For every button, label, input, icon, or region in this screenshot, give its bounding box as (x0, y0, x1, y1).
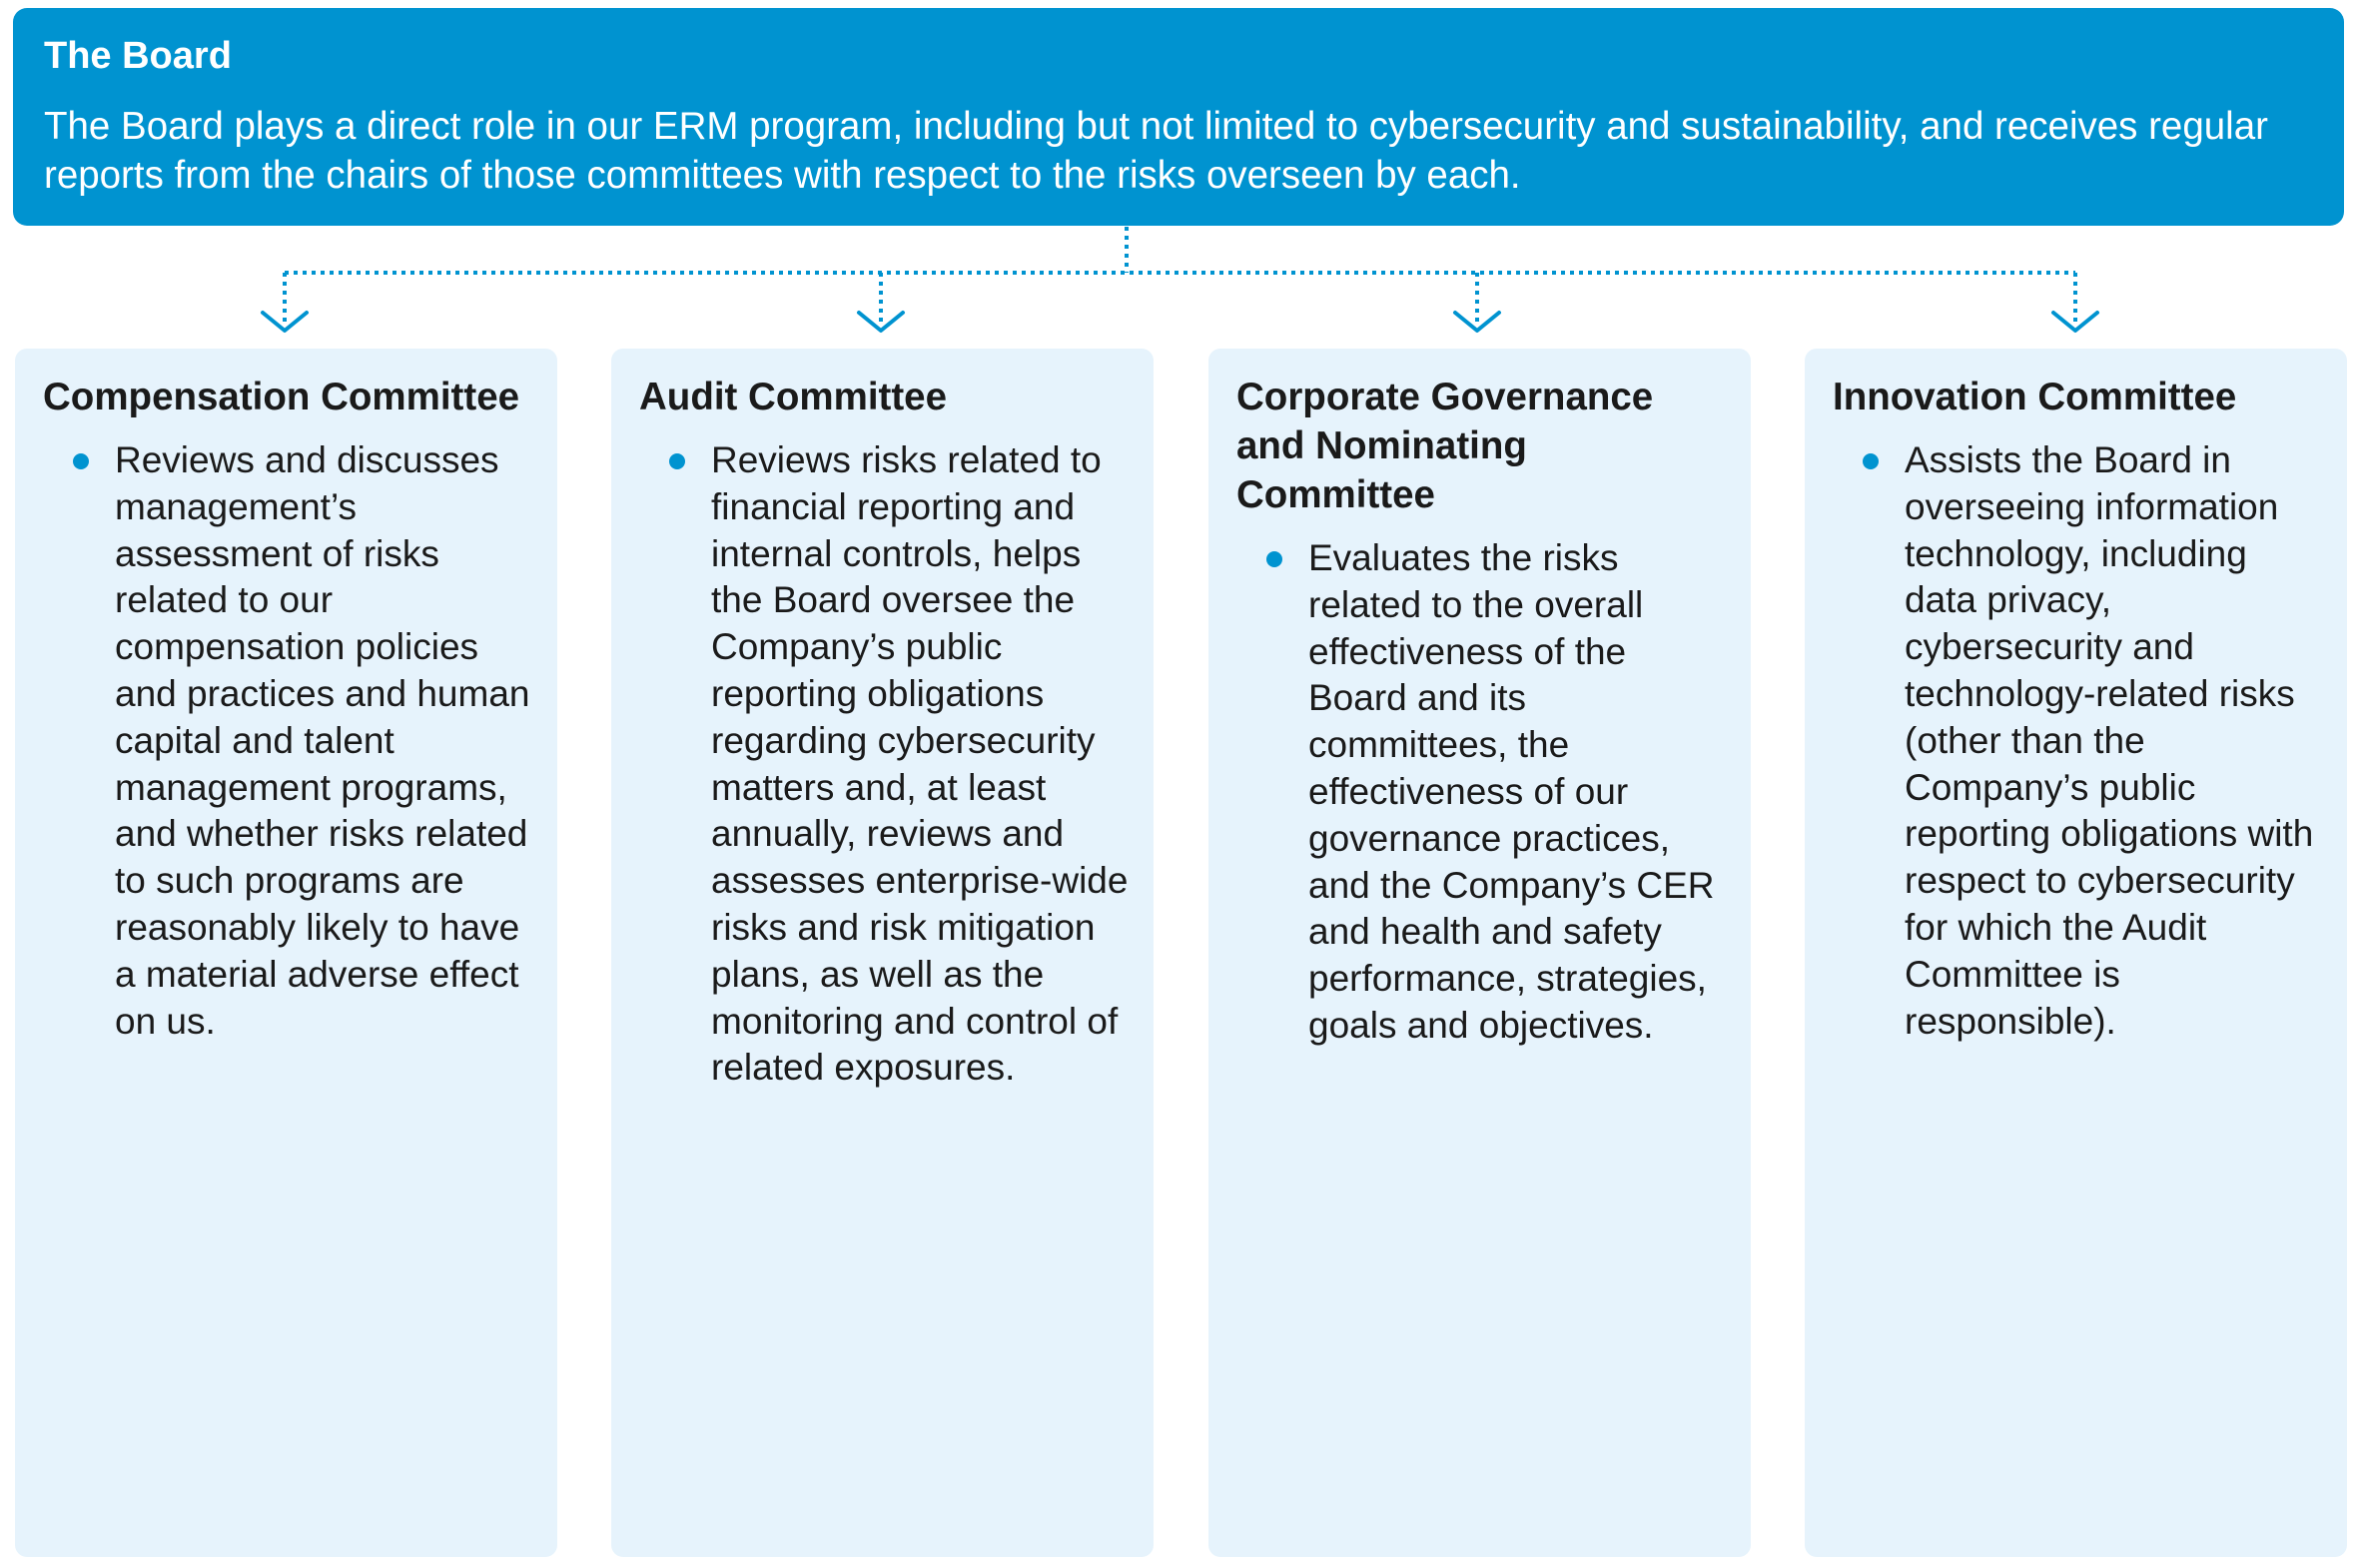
board-title: The Board (44, 35, 232, 77)
bullet-list (639, 437, 1130, 1092)
bullet-list (1833, 437, 2323, 1045)
board-description: The Board plays a direct role in our ERM program, including but not limited to cybersecurity and sustainability, and receives regular reports from the chairs of those committees with respect to the risks overseen by each. (44, 104, 2268, 197)
committee-title: Compensation Committee (43, 376, 520, 418)
board-box (13, 8, 2344, 226)
arrow-head-icon (1455, 313, 1499, 331)
committee-card-audit (611, 349, 1154, 1557)
arrow-head-icon (859, 313, 903, 331)
bullet-dot-icon (1266, 551, 1282, 567)
arrow-head-icon (2053, 313, 2097, 331)
committee-card-innovation (1805, 349, 2347, 1557)
bullet-item (43, 437, 533, 1045)
bullet-list (43, 437, 533, 1045)
committee-card-governance (1208, 349, 1751, 1557)
bullet-dot-icon (73, 453, 89, 469)
committee-title: Innovation Committee (1833, 376, 2237, 418)
bullet-dot-icon (669, 453, 685, 469)
bullet-item (1236, 535, 1727, 1050)
arrow-head-icon (263, 313, 307, 331)
bullet-item (1833, 437, 2323, 1045)
bullet-item (639, 437, 1130, 1092)
bullet-text: Evaluates the risks related to the overall effectiveness of the Board and its committees, the effectiveness of our governance practices, and the Company’s CER and health and safety performance, strategies, goals and objectives. (1308, 537, 1715, 1046)
bullet-text: Assists the Board in overseeing information technology, including data privacy, cybersecurity and technology-related risks (other than the Company’s public reporting obligations with respect to cybersecurity for which the Audit Committee is responsible). (1905, 439, 2314, 1042)
committee-title: Corporate Governance and Nominating Committee (1236, 376, 1654, 516)
bullet-text: Reviews and discusses management’s assessment of risks related to our compensation policies and practices and human capital and talent management programs, and whether risks related to such programs are reasonably likely to have a material adverse effect on us. (115, 439, 530, 1042)
bullet-text: Reviews risks related to financial reporting and internal controls, helps the Board oversee the Company’s public reporting obligations regarding cybersecurity matters and, at least annually, reviews and assesses enterprise-wide risks and risk mitigation plans, as well as the monitoring and control of related exposures. (711, 439, 1129, 1089)
committee-card-compensation (15, 349, 557, 1557)
committee-title: Audit Committee (639, 376, 947, 418)
bullet-dot-icon (1863, 453, 1879, 469)
bullet-list (1236, 535, 1727, 1050)
